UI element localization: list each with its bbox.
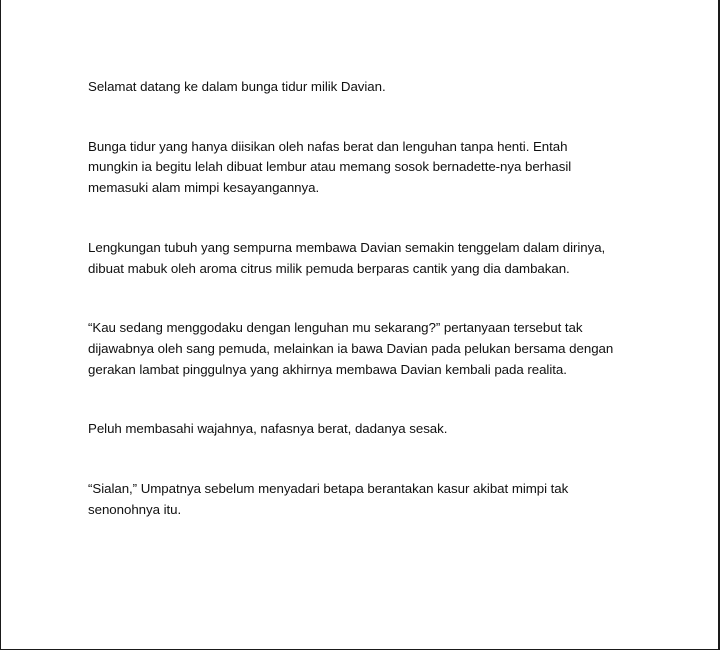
paragraph-4: “Kau sedang menggodaku dengan lenguhan mu sekarang?” pertanyaan tersebut tak dijawabnya oleh sang pemuda, melainkan ia bawa Davian pada pelukan bersama dengan gerakan lambat pinggulnya yang akhirnya membawa Davian kembali pada realita. — [88, 320, 614, 377]
document-body — [88, 77, 618, 559]
paragraph-2: Bunga tidur yang hanya diisikan oleh nafas berat dan lenguhan tanpa henti. Entah mungkin ia begitu lelah dibuat lembur atau memang sosok bernadette-nya berhasil memasuki alam mimpi kesayangannya. — [88, 138, 572, 196]
paragraph-6: “Sialan,” Umpatnya sebelum menyadari betapa berantakan kasur akibat mimpi tak senonohnya itu. — [88, 481, 569, 517]
paragraph-3: Lengkungan tubuh yang sempurna membawa Davian semakin tenggelam dalam dirinya, dibuat mabuk oleh aroma citrus milik pemuda berparas cantik yang dia dambakan. — [88, 239, 606, 276]
paragraph-1: Selamat datang ke dalam bunga tidur milik Davian. — [88, 79, 386, 94]
paragraph-5: Peluh membasahi wajahnya, nafasnya berat, dadanya sesak. — [88, 421, 448, 437]
